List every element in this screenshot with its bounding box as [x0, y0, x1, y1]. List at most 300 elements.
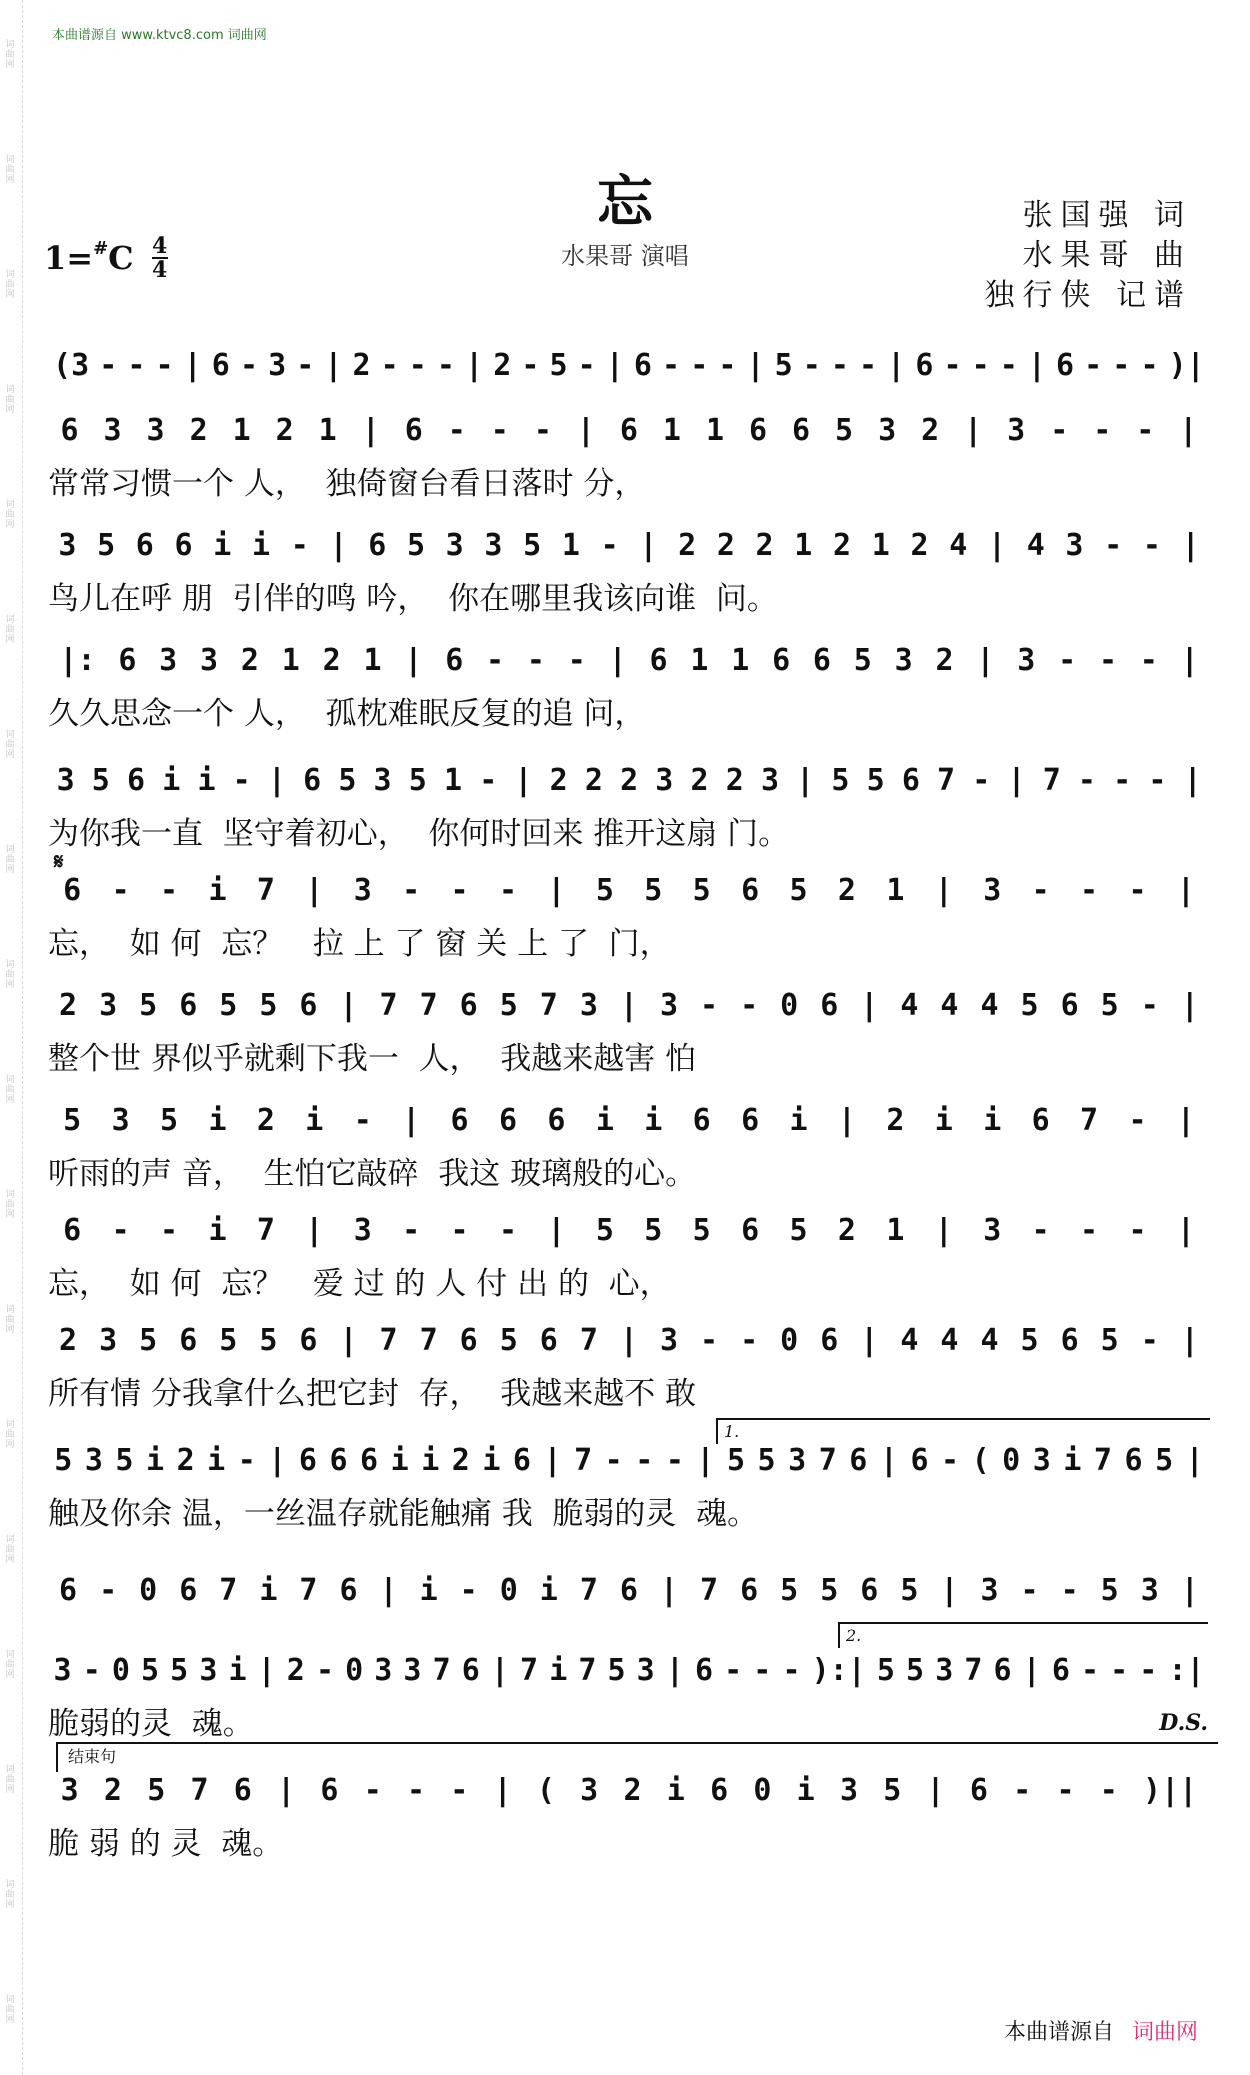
note: 3 — [894, 642, 913, 678]
note: (3 — [53, 347, 90, 383]
barline: | — [665, 1652, 684, 1688]
note: - — [1099, 1772, 1118, 1808]
note: 2 — [837, 1212, 856, 1248]
note: - — [1080, 1212, 1099, 1248]
note: 2 — [176, 1442, 195, 1478]
note: 5 — [883, 1772, 902, 1808]
note: 3 — [1007, 412, 1026, 448]
note: 2 — [833, 527, 852, 563]
note: 2 — [322, 642, 341, 678]
note: 5 — [876, 1652, 895, 1688]
lyrics-row: 忘， 如 何 忘？ 爱 过 的 人 付 出 的 心， — [48, 1265, 671, 1300]
note: 5 — [900, 1572, 919, 1608]
barline: | — [605, 347, 624, 383]
note: 3 — [760, 762, 780, 798]
note: 5 — [54, 1442, 73, 1478]
note: 3 — [159, 642, 178, 678]
note: 3 — [373, 762, 392, 798]
note: 6 — [59, 1572, 78, 1608]
note: 3 — [935, 1652, 954, 1688]
note: 6 — [179, 1572, 198, 1608]
margin-watermark-mark: 词曲网 — [5, 1765, 15, 1795]
note: 6 — [849, 1442, 868, 1478]
key-signature — [44, 235, 168, 281]
note: 7 — [579, 1572, 598, 1608]
note: 6 — [1056, 347, 1075, 383]
note: i — [549, 1652, 568, 1688]
barline: | — [796, 762, 815, 798]
note: 7 — [574, 1442, 593, 1478]
note: 7 — [1080, 1102, 1099, 1138]
lyrics-row: 常常习惯一个 人， 独倚窗台看日落时 分， — [48, 465, 646, 500]
note: - — [941, 1442, 960, 1478]
note: 5 — [1100, 987, 1119, 1023]
note: - — [1136, 412, 1155, 448]
note: 5 — [139, 987, 158, 1023]
note: - — [1060, 1572, 1079, 1608]
note: 3 — [636, 1652, 655, 1688]
note: 6 — [860, 1572, 879, 1608]
transcriber-credit: 独行侠 记谱 — [984, 278, 1192, 313]
note: - — [662, 347, 681, 383]
note: - — [450, 872, 469, 908]
note: - — [498, 872, 518, 908]
composer-credit: 水果哥 曲 — [1022, 238, 1192, 273]
note: - — [1128, 1102, 1147, 1138]
note: 5 — [692, 872, 711, 908]
barline: | — [608, 642, 627, 678]
note: 3 — [268, 347, 287, 383]
note: 6 — [329, 1442, 348, 1478]
note: - — [1110, 1652, 1129, 1688]
note: - — [718, 347, 737, 383]
note: i — [934, 1102, 953, 1138]
note: - — [740, 987, 759, 1023]
note: i — [796, 1772, 815, 1808]
note: 7 — [419, 987, 438, 1023]
note: 5 — [91, 762, 110, 798]
note: 3 — [99, 1322, 118, 1358]
note: - — [1077, 762, 1096, 798]
barline: | — [1181, 527, 1200, 563]
note: - — [1139, 1652, 1158, 1688]
note: 3 — [58, 527, 77, 563]
note: 3 — [199, 1652, 218, 1688]
note: 0 — [780, 987, 799, 1023]
score-line — [48, 1770, 1210, 1870]
key-label: 1= — [44, 239, 94, 277]
note: - — [498, 1212, 518, 1248]
barline: | — [305, 1212, 324, 1248]
note: - — [700, 987, 719, 1023]
barline: |: — [59, 642, 96, 678]
note: i — [983, 1102, 1002, 1138]
lyrics-row: 脆 弱 的 灵 魂。 — [48, 1825, 284, 1860]
note: - — [830, 347, 849, 383]
note: 2 — [837, 872, 856, 908]
note: - — [1031, 1212, 1050, 1248]
note: 5 — [259, 1322, 278, 1358]
note: 5 — [757, 1442, 776, 1478]
note: 3 — [1017, 642, 1036, 678]
barline: | — [339, 987, 358, 1023]
barline: | — [1180, 1572, 1199, 1608]
note: 3 — [374, 1652, 393, 1688]
note: i — [644, 1102, 663, 1138]
barline: | — [987, 527, 1007, 563]
lyrics-row: 所有情 分我拿什么把它封 存， 我越来越不 敢 — [48, 1375, 697, 1410]
note: 5 — [1020, 987, 1039, 1023]
note: 0 — [111, 1652, 130, 1688]
note: 2 — [725, 762, 744, 798]
note: 5 — [408, 762, 427, 798]
note: 3 — [878, 412, 897, 448]
barline: | — [1180, 1322, 1199, 1358]
note: 1 — [794, 527, 813, 563]
barline: | — [1183, 762, 1202, 798]
barline: | — [879, 1442, 898, 1478]
score-line — [48, 870, 1210, 970]
note: 5 — [139, 1322, 158, 1358]
note: - — [802, 347, 821, 383]
note: 1 — [871, 527, 890, 563]
notation-row — [48, 1570, 1210, 1610]
segno-mark: 𝄋 — [54, 850, 64, 875]
note: 6 — [748, 412, 768, 448]
note: 6 — [619, 412, 638, 448]
lyrics-row: 触及你余 温，一丝温存就能触痛 我 脆弱的灵 魂。 — [48, 1495, 759, 1530]
note: 6 — [445, 642, 464, 678]
note: - — [363, 1772, 382, 1808]
note: - — [1020, 1572, 1039, 1608]
note: 6 — [1031, 1102, 1050, 1138]
note: 5 — [774, 347, 793, 383]
notation-row — [48, 1100, 1210, 1140]
note: - — [239, 347, 258, 383]
note: 3 — [580, 1772, 599, 1808]
barline: | — [402, 1102, 421, 1138]
note: - — [232, 762, 251, 798]
note: 6 — [459, 1322, 478, 1358]
note: 2 — [352, 347, 371, 383]
note: 3 — [579, 987, 598, 1023]
note: 5 — [831, 762, 850, 798]
margin-watermark-mark: 词曲网 — [5, 1650, 15, 1680]
dal-segno-mark: D.S. — [1159, 1710, 1208, 1736]
note: 3 — [445, 527, 464, 563]
note: 5 — [789, 1212, 808, 1248]
note: 2 — [286, 1652, 305, 1688]
barline: | — [329, 527, 348, 563]
note: - — [1080, 1652, 1100, 1688]
note: 2 — [451, 1442, 470, 1478]
barline: | — [639, 527, 658, 563]
note: i — [305, 1102, 324, 1138]
note: 5 — [1100, 1572, 1119, 1608]
note: 3 — [983, 872, 1002, 908]
note: 1 — [731, 642, 750, 678]
note: 5 — [835, 412, 854, 448]
margin-watermark-mark: 词曲网 — [5, 1995, 15, 2025]
barline: | — [277, 1772, 296, 1808]
note: - — [1140, 987, 1159, 1023]
note: - — [1093, 412, 1112, 448]
barline: )| — [1168, 347, 1205, 383]
note: 6 — [710, 1772, 729, 1808]
note: 2 — [623, 1772, 642, 1808]
barline: | — [257, 1652, 276, 1688]
note: - — [1013, 1772, 1032, 1808]
note: 3 — [60, 1772, 79, 1808]
barline: | — [547, 872, 566, 908]
credits-block — [984, 196, 1192, 316]
note: 5 — [499, 1322, 518, 1358]
notation-row — [48, 1440, 1210, 1480]
performer-credit: 水果哥 演唱 — [561, 242, 689, 270]
note: - — [665, 1442, 684, 1478]
note: 3 — [655, 762, 674, 798]
margin-watermark-mark: 词曲网 — [5, 500, 15, 530]
margin-watermark-mark: 词曲网 — [5, 1880, 15, 1910]
note: 3 — [103, 412, 122, 448]
note: 5 — [338, 762, 357, 798]
note: 5 — [115, 1442, 134, 1478]
note: 5 — [595, 872, 614, 908]
note: i — [213, 527, 232, 563]
note: 6 — [299, 987, 318, 1023]
note: 1 — [886, 872, 905, 908]
note: 7 — [190, 1772, 209, 1808]
note: 5 — [219, 1322, 238, 1358]
note: 6 — [741, 1212, 760, 1248]
note: 0 — [1002, 1442, 1021, 1478]
note: 2 — [59, 987, 78, 1023]
note: 6 — [303, 762, 322, 798]
note: 3 — [353, 872, 372, 908]
note: - — [604, 1442, 623, 1478]
barline: | — [887, 347, 906, 383]
note: - — [479, 762, 498, 798]
note: - — [526, 642, 545, 678]
note: - — [486, 642, 505, 678]
score-line — [48, 1440, 1210, 1540]
note: - — [1113, 762, 1132, 798]
score-line — [48, 985, 1210, 1085]
note: 5 — [692, 1212, 711, 1248]
note: i — [419, 1572, 438, 1608]
note: - — [1098, 642, 1117, 678]
note: 3 — [99, 987, 118, 1023]
note: 0 — [139, 1572, 158, 1608]
note: 3 — [1140, 1572, 1159, 1608]
margin-watermark-mark: 词曲网 — [5, 1305, 15, 1335]
note: - — [490, 412, 509, 448]
volta-second-ending: 2. — [838, 1622, 1208, 1648]
meter-bottom: 4 — [151, 257, 168, 283]
barline: | — [267, 762, 286, 798]
note: - — [1050, 412, 1069, 448]
note: - — [600, 527, 619, 563]
barline: | — [268, 1442, 287, 1478]
note: i — [666, 1772, 685, 1808]
note: 3 — [53, 1652, 72, 1688]
barline: | — [619, 1322, 638, 1358]
margin-watermark-mark: 词曲网 — [5, 615, 15, 645]
note: i — [252, 527, 271, 563]
note: i — [162, 762, 181, 798]
note: 6 — [772, 642, 791, 678]
note: 7 — [379, 987, 398, 1023]
note: - — [1139, 642, 1158, 678]
note: 3 — [353, 1212, 372, 1248]
note: 5 — [63, 1102, 82, 1138]
note: 1 — [561, 527, 580, 563]
score-line — [48, 1320, 1210, 1420]
score-line — [48, 1210, 1210, 1310]
barline: | — [659, 1572, 678, 1608]
note: 6 — [459, 987, 478, 1023]
lyrics-row: 忘， 如 何 忘？ 拉 上 了 窗 关 上 了 门， — [48, 925, 671, 960]
margin-watermark-mark: 词曲网 — [5, 1535, 15, 1565]
note: 4 — [940, 1322, 959, 1358]
note: ( — [971, 1442, 990, 1478]
barline: | — [404, 642, 423, 678]
note: - — [127, 347, 146, 383]
note: 4 — [900, 1322, 919, 1358]
note: - — [155, 347, 174, 383]
score-line — [48, 760, 1210, 860]
note: 5 — [219, 987, 238, 1023]
note: i — [197, 762, 216, 798]
note: 3 — [484, 527, 503, 563]
note: - — [290, 527, 309, 563]
note: 6 — [740, 1572, 759, 1608]
note: 3 — [980, 1572, 999, 1608]
note: 2 — [886, 1102, 905, 1138]
note: 6 — [901, 762, 920, 798]
note: - — [353, 1102, 372, 1138]
note: - — [447, 412, 466, 448]
note: 6 — [179, 1322, 198, 1358]
note: - — [1031, 872, 1050, 908]
note: 6 — [547, 1102, 566, 1138]
note: - — [406, 1772, 426, 1808]
score-line — [48, 525, 1210, 625]
note: - — [99, 347, 118, 383]
note: 3 — [146, 412, 165, 448]
note: - — [971, 347, 990, 383]
note: 3 — [1032, 1442, 1051, 1478]
note: 3 — [111, 1102, 130, 1138]
barline: | — [1027, 347, 1046, 383]
left-margin-watermark — [0, 0, 23, 2075]
lyrics-row: 久久思念一个 人， 孤枕难眠反复的追 问， — [48, 695, 646, 730]
note: 2 — [584, 762, 603, 798]
notation-row — [48, 525, 1210, 565]
note: 6 — [1060, 1322, 1079, 1358]
note: 6 — [812, 642, 831, 678]
note: ( — [536, 1772, 555, 1808]
barline: | — [547, 1212, 566, 1248]
note: 1 — [886, 1212, 905, 1248]
note: 5 — [147, 1772, 166, 1808]
note: 5 — [406, 527, 425, 563]
note: 5 — [789, 872, 808, 908]
note: i — [145, 1442, 165, 1478]
note: - — [450, 1772, 469, 1808]
note: 6 — [127, 762, 146, 798]
note: 2 — [493, 347, 512, 383]
note: - — [99, 1572, 118, 1608]
barline: | — [940, 1572, 959, 1608]
note: - — [635, 1442, 654, 1478]
lyrics-row: 为你我一直 坚守着初心， 你何时回来 推开这扇 门。 — [48, 815, 790, 850]
note: 2 — [678, 527, 697, 563]
note: 6 — [792, 412, 811, 448]
note: 5 — [141, 1652, 160, 1688]
note: - — [999, 347, 1018, 383]
barline: | — [490, 1652, 509, 1688]
note: - — [380, 347, 399, 383]
note: 3 — [983, 1212, 1002, 1248]
song-title: 忘 — [597, 169, 653, 235]
note: - — [1112, 347, 1131, 383]
note: i — [228, 1652, 247, 1688]
note: 7 — [937, 762, 956, 798]
note: 0 — [780, 1322, 799, 1358]
score-line — [48, 1100, 1210, 1200]
note: 4 — [1026, 527, 1045, 563]
note: - — [1140, 1322, 1159, 1358]
note: 6 — [692, 1102, 711, 1138]
note: 5 — [820, 1572, 839, 1608]
note: 6 — [539, 1322, 558, 1358]
note: - — [521, 347, 540, 383]
barline: | — [1179, 412, 1198, 448]
note: 3 — [659, 987, 678, 1023]
note: - — [533, 412, 552, 448]
lyrics-row: 听雨的声 音， 生怕它敲碎 我这 玻璃般的心。 — [48, 1155, 697, 1190]
note: - — [690, 347, 709, 383]
note: 6 — [360, 1442, 379, 1478]
note: i — [539, 1572, 558, 1608]
lyrics-row: 鸟儿在呼 朋 引伴的鸣 吟， 你在哪里我该向谁 问。 — [48, 580, 778, 615]
barline: | — [746, 347, 765, 383]
note: 2 — [935, 642, 954, 678]
barline: ):| — [811, 1652, 866, 1688]
note: 6 — [619, 1572, 638, 1608]
note: 5 — [97, 527, 116, 563]
meter-top: 4 — [151, 233, 168, 259]
note: 6 — [179, 987, 198, 1023]
notation-row — [48, 1650, 1210, 1690]
note: 2 — [755, 527, 774, 563]
note: 1 — [318, 412, 337, 448]
note: 6 — [820, 1322, 839, 1358]
note: 6 — [820, 987, 839, 1023]
barline: | — [934, 1212, 953, 1248]
note: 5 — [160, 1102, 179, 1138]
margin-watermark-mark: 词曲网 — [5, 1420, 15, 1450]
note: 6 — [135, 527, 154, 563]
note: 0 — [499, 1572, 518, 1608]
note: - — [237, 1442, 256, 1478]
note: 7 — [578, 1652, 597, 1688]
note: i — [208, 872, 227, 908]
margin-watermark-mark: 词曲网 — [5, 155, 15, 185]
note: 7 — [520, 1652, 539, 1688]
barline: | — [934, 872, 953, 908]
